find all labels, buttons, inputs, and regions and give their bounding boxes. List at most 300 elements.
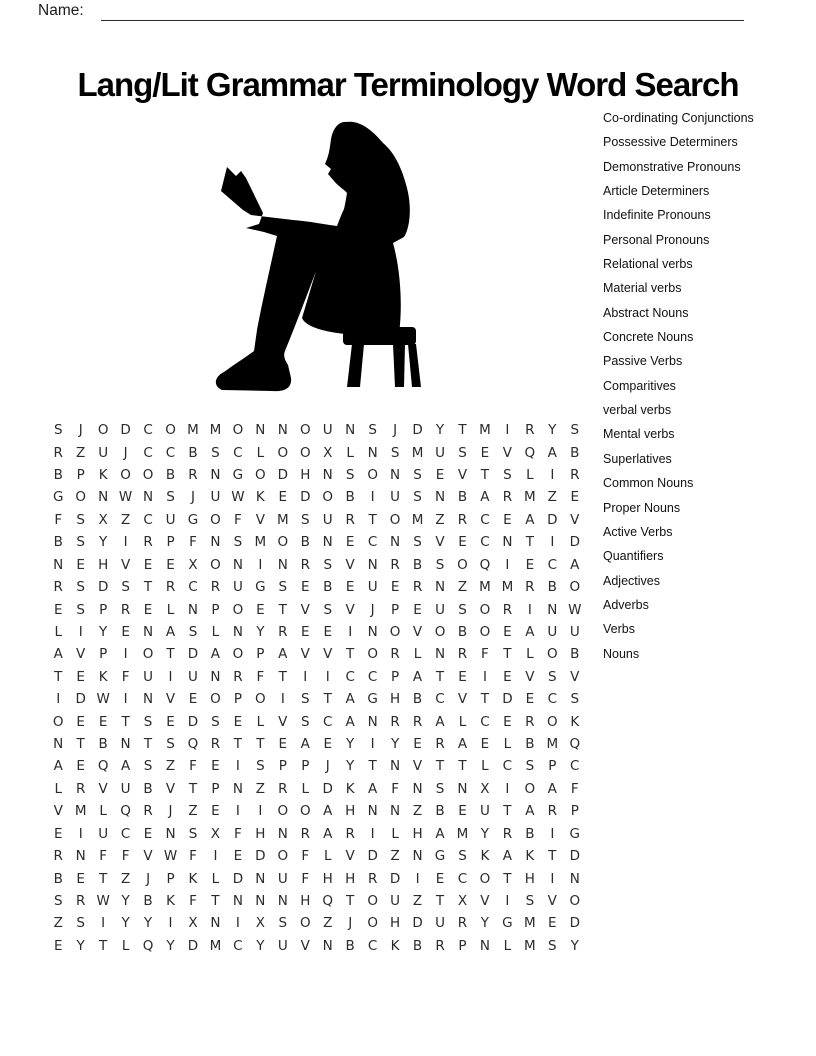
- grid-letter: B: [53, 467, 63, 484]
- grid-letter: R: [570, 467, 580, 484]
- grid-letter: M: [479, 422, 491, 439]
- grid-letter: B: [570, 646, 580, 663]
- grid-letter: E: [143, 601, 153, 618]
- grid-letter: V: [435, 534, 445, 551]
- grid-letter: G: [187, 511, 199, 528]
- grid-letter: T: [188, 780, 198, 797]
- grid-letter: S: [166, 489, 175, 506]
- grid-letter: N: [210, 467, 221, 484]
- word-list-item: Passive Verbs: [603, 354, 683, 369]
- grid-letter: R: [278, 623, 288, 640]
- grid-letter: B: [435, 803, 445, 820]
- grid-letter: N: [412, 780, 423, 797]
- grid-letter: S: [548, 668, 557, 685]
- grid-letter: O: [255, 467, 266, 484]
- grid-letter: S: [525, 758, 535, 775]
- grid-letter: J: [190, 489, 195, 506]
- grid-letter: O: [232, 646, 244, 663]
- grid-letter: T: [256, 736, 265, 753]
- grid-letter: E: [323, 736, 332, 753]
- grid-letter: Y: [346, 758, 355, 775]
- grid-letter: C: [480, 713, 490, 730]
- grid-letter: N: [165, 825, 176, 842]
- grid-letter: S: [323, 601, 333, 618]
- grid-letter: R: [233, 668, 243, 685]
- grid-letter: N: [434, 489, 446, 506]
- grid-letter: P: [211, 780, 220, 797]
- grid-letter: A: [457, 736, 468, 753]
- grid-letter: D: [300, 489, 311, 506]
- grid-letter: K: [98, 668, 108, 685]
- grid-letter: D: [569, 848, 580, 865]
- grid-letter: V: [502, 444, 513, 461]
- grid-letter: A: [435, 713, 445, 730]
- grid-letter: Q: [142, 937, 154, 954]
- grid-letter: U: [435, 444, 445, 461]
- grid-letter: S: [413, 534, 422, 551]
- grid-letter: S: [188, 825, 198, 842]
- grid-letter: S: [525, 892, 535, 909]
- grid-letter: F: [301, 870, 310, 887]
- grid-letter: F: [54, 511, 63, 528]
- grid-letter: T: [435, 892, 445, 909]
- grid-letter: M: [276, 511, 289, 528]
- grid-letter: A: [525, 803, 535, 820]
- grid-letter: R: [210, 736, 221, 753]
- grid-letter: H: [524, 870, 535, 887]
- grid-letter: C: [143, 422, 153, 439]
- grid-letter: Z: [165, 758, 176, 775]
- grid-letter: U: [143, 668, 153, 685]
- grid-letter: V: [457, 691, 468, 708]
- grid-letter: I: [505, 780, 510, 797]
- grid-letter: I: [527, 601, 532, 618]
- grid-letter: A: [525, 623, 535, 640]
- word-list-item: Adjectives: [603, 573, 660, 588]
- grid-letter: B: [547, 579, 557, 596]
- grid-letter: A: [210, 646, 221, 663]
- grid-letter: E: [413, 736, 422, 753]
- word-list-item: Possessive Determiners: [603, 135, 738, 150]
- grid-letter: H: [322, 870, 333, 887]
- grid-letter: I: [235, 915, 240, 932]
- grid-letter: A: [435, 825, 445, 842]
- grid-letter: Q: [97, 758, 109, 775]
- grid-letter: S: [570, 691, 580, 708]
- grid-letter: Q: [524, 444, 536, 461]
- grid-letter: G: [569, 825, 580, 842]
- grid-letter: D: [120, 422, 131, 439]
- grid-letter: Y: [435, 422, 445, 439]
- grid-letter: E: [503, 668, 512, 685]
- grid-letter: I: [123, 646, 128, 663]
- grid-letter: S: [256, 758, 265, 775]
- grid-letter: N: [322, 467, 333, 484]
- grid-letter: Z: [188, 803, 198, 820]
- grid-letter: Y: [256, 937, 265, 954]
- grid-letter: I: [550, 870, 555, 887]
- grid-letter: P: [278, 758, 287, 775]
- grid-letter: E: [301, 623, 310, 640]
- grid-letter: J: [78, 422, 83, 439]
- grid-letter: S: [458, 848, 467, 865]
- grid-letter: T: [458, 422, 467, 439]
- grid-letter: F: [234, 511, 242, 528]
- grid-letter: L: [458, 713, 467, 730]
- grid-letter: A: [502, 848, 513, 865]
- grid-letter: V: [300, 937, 310, 954]
- word-list-item: Quantifiers: [603, 549, 664, 564]
- grid-letter: B: [570, 444, 580, 461]
- grid-letter: J: [393, 422, 398, 439]
- grid-letter: A: [412, 668, 423, 685]
- grid-letter: I: [235, 803, 240, 820]
- grid-letter: Z: [547, 489, 557, 506]
- grid-letter: C: [120, 825, 131, 842]
- grid-letter: Z: [412, 803, 423, 820]
- grid-letter: D: [75, 691, 86, 708]
- grid-letter: R: [525, 422, 535, 439]
- grid-letter: O: [479, 601, 491, 618]
- grid-letter: L: [211, 623, 220, 640]
- grid-letter: Y: [256, 623, 265, 640]
- word-list-item: Adverbs: [603, 597, 649, 612]
- grid-letter: R: [53, 848, 63, 865]
- grid-letter: Y: [76, 937, 85, 954]
- grid-letter: K: [390, 937, 400, 954]
- grid-letter: I: [482, 668, 487, 685]
- grid-letter: E: [76, 758, 85, 775]
- grid-letter: A: [300, 736, 310, 753]
- grid-letter: Y: [548, 422, 557, 439]
- grid-letter: W: [568, 601, 582, 618]
- grid-letter: O: [299, 444, 311, 461]
- grid-letter: C: [345, 668, 355, 685]
- grid-letter: S: [570, 422, 580, 439]
- grid-letter: P: [458, 937, 467, 954]
- grid-letter: N: [502, 534, 513, 551]
- grid-letter: R: [278, 780, 288, 797]
- grid-letter: C: [143, 511, 153, 528]
- grid-letter: A: [53, 646, 63, 663]
- grid-letter: O: [210, 691, 221, 708]
- grid-letter: I: [56, 691, 61, 708]
- grid-letter: O: [546, 713, 558, 730]
- word-list-item: Proper Nouns: [603, 500, 681, 515]
- grid-letter: T: [143, 579, 153, 596]
- grid-letter: S: [278, 915, 288, 932]
- grid-letter: T: [99, 937, 108, 954]
- grid-letter: P: [391, 668, 400, 685]
- grid-letter: Q: [479, 556, 491, 573]
- grid-letter: E: [323, 623, 332, 640]
- grid-letter: V: [457, 467, 468, 484]
- grid-letter: U: [367, 579, 378, 596]
- grid-letter: V: [165, 780, 176, 797]
- grid-letter: U: [435, 601, 445, 618]
- grid-letter: N: [479, 937, 490, 954]
- grid-letter: H: [345, 803, 356, 820]
- grid-letter: P: [76, 467, 85, 484]
- grid-letter: T: [166, 646, 175, 663]
- grid-letter: D: [412, 422, 423, 439]
- grid-letter: U: [547, 623, 558, 640]
- grid-letter: S: [76, 511, 85, 528]
- grid-letter: V: [300, 646, 310, 663]
- grid-letter: S: [368, 422, 377, 439]
- grid-letter: L: [256, 713, 265, 730]
- grid-letter: T: [503, 646, 512, 663]
- grid-letter: T: [480, 467, 490, 484]
- grid-letter: E: [345, 579, 355, 596]
- woman-silhouette-shape: [216, 122, 410, 391]
- grid-letter: E: [503, 713, 512, 730]
- grid-letter: X: [188, 556, 198, 573]
- word-list-item: Mental verbs: [603, 427, 675, 442]
- grid-letter: U: [98, 825, 109, 842]
- grid-letter: Q: [120, 803, 131, 820]
- grid-letter: K: [166, 892, 175, 909]
- grid-letter: C: [188, 579, 198, 596]
- grid-letter: E: [413, 601, 422, 618]
- grid-letter: L: [481, 758, 489, 775]
- grid-letter: L: [256, 444, 265, 461]
- grid-letter: J: [168, 803, 173, 820]
- grid-letter: E: [53, 825, 63, 842]
- grid-letter: S: [76, 579, 85, 596]
- grid-letter: E: [458, 534, 467, 551]
- grid-letter: M: [411, 511, 424, 528]
- grid-letter: E: [435, 870, 445, 887]
- grid-letter: V: [570, 511, 580, 528]
- grid-letter: R: [457, 915, 468, 932]
- grid-letter: E: [53, 601, 63, 618]
- grid-letter: C: [143, 444, 153, 461]
- grid-letter: B: [143, 892, 153, 909]
- word-list-item: Verbs: [603, 622, 635, 637]
- grid-letter: M: [479, 579, 491, 596]
- grid-letter: N: [434, 579, 446, 596]
- grid-letter: W: [96, 691, 110, 708]
- grid-letter: G: [434, 848, 446, 865]
- grid-letter: A: [345, 691, 355, 708]
- grid-letter: B: [300, 534, 310, 551]
- grid-letter: U: [98, 444, 109, 461]
- grid-letter: Z: [390, 848, 400, 865]
- grid-letter: N: [187, 601, 199, 618]
- grid-letter: U: [165, 511, 176, 528]
- grid-letter: I: [550, 825, 555, 842]
- grid-letter: N: [547, 601, 558, 618]
- grid-letter: E: [278, 489, 288, 506]
- grid-letter: F: [121, 848, 130, 865]
- grid-letter: R: [53, 444, 63, 461]
- grid-letter: O: [434, 623, 446, 640]
- grid-letter: O: [277, 444, 289, 461]
- grid-letter: D: [569, 534, 580, 551]
- grid-letter: I: [370, 489, 375, 506]
- grid-letter: N: [434, 646, 446, 663]
- grid-letter: B: [525, 736, 535, 753]
- grid-letter: Z: [323, 915, 333, 932]
- grid-letter: C: [547, 556, 558, 573]
- grid-letter: R: [367, 870, 378, 887]
- grid-letter: R: [547, 803, 557, 820]
- grid-letter: E: [211, 758, 220, 775]
- grid-letter: T: [368, 758, 377, 775]
- grid-letter: W: [231, 489, 245, 506]
- grid-letter: N: [390, 467, 401, 484]
- grid-letter: U: [322, 511, 333, 528]
- grid-letter: R: [525, 713, 535, 730]
- grid-letter: A: [165, 623, 176, 640]
- grid-letter: G: [255, 579, 266, 596]
- grid-letter: I: [123, 534, 128, 551]
- grid-letter: N: [367, 803, 378, 820]
- word-list-item: Co-ordinating Conjunctions: [603, 111, 754, 125]
- grid-letter: E: [256, 601, 265, 618]
- grid-letter: M: [524, 937, 536, 954]
- grid-letter: P: [256, 646, 265, 663]
- grid-letter: O: [479, 870, 491, 887]
- grid-letter: L: [166, 601, 175, 618]
- grid-letter: O: [75, 489, 86, 506]
- grid-letter: S: [143, 713, 153, 730]
- grid-letter: R: [165, 579, 176, 596]
- grid-letter: V: [143, 848, 153, 865]
- grid-letter: L: [54, 623, 62, 640]
- grid-letter: R: [457, 646, 468, 663]
- grid-letter: T: [233, 736, 243, 753]
- grid-letter: B: [345, 489, 355, 506]
- grid-letter: D: [187, 937, 199, 954]
- grid-letter: F: [234, 825, 242, 842]
- word-list-item: Concrete Nouns: [603, 330, 694, 345]
- grid-letter: N: [367, 444, 378, 461]
- grid-letter: S: [323, 556, 333, 573]
- grid-letter: P: [301, 758, 310, 775]
- grid-letter: X: [480, 780, 490, 797]
- grid-letter: E: [480, 736, 490, 753]
- grid-letter: N: [232, 780, 243, 797]
- grid-letter: H: [300, 467, 311, 484]
- grid-letter: O: [569, 892, 581, 909]
- grid-letter: R: [412, 713, 423, 730]
- grid-letter: N: [143, 691, 154, 708]
- grid-letter: R: [143, 534, 153, 551]
- grid-letter: V: [412, 758, 423, 775]
- grid-letter: C: [233, 937, 243, 954]
- grid-letter: A: [345, 713, 355, 730]
- grid-letter: G: [232, 467, 244, 484]
- grid-letter: V: [323, 646, 333, 663]
- grid-letter: T: [99, 870, 108, 887]
- grid-letter: B: [525, 825, 535, 842]
- grid-letter: N: [345, 422, 356, 439]
- grid-letter: F: [189, 892, 197, 909]
- grid-letter: A: [120, 758, 131, 775]
- grid-letter: O: [457, 556, 468, 573]
- grid-letter: Z: [53, 915, 63, 932]
- grid-letter: L: [301, 780, 310, 797]
- grid-letter: I: [101, 915, 106, 932]
- grid-letter: M: [501, 579, 514, 596]
- grid-letter: N: [390, 758, 401, 775]
- grid-letter: L: [54, 780, 62, 797]
- grid-letter: O: [232, 422, 244, 439]
- grid-letter: C: [435, 691, 445, 708]
- name-fill-in-line: [101, 20, 744, 21]
- grid-letter: R: [412, 579, 423, 596]
- grid-letter: H: [345, 870, 356, 887]
- woman-reading-silhouette-illustration: [185, 100, 445, 395]
- grid-letter: O: [299, 803, 311, 820]
- grid-letter: N: [53, 736, 64, 753]
- grid-letter: R: [390, 556, 400, 573]
- grid-letter: F: [189, 534, 197, 551]
- grid-letter: O: [232, 601, 244, 618]
- grid-letter: C: [367, 534, 378, 551]
- grid-letter: O: [546, 646, 558, 663]
- grid-letter: E: [53, 937, 63, 954]
- grid-letter: L: [503, 736, 512, 753]
- grid-letter: E: [480, 444, 490, 461]
- grid-letter: C: [480, 511, 490, 528]
- grid-letter: B: [412, 691, 423, 708]
- grid-letter: H: [300, 892, 311, 909]
- word-list-item: Material verbs: [603, 281, 682, 296]
- grid-letter: D: [187, 646, 199, 663]
- grid-letter: P: [233, 691, 242, 708]
- grid-letter: O: [142, 467, 154, 484]
- grid-letter: S: [76, 601, 85, 618]
- grid-letter: S: [413, 467, 422, 484]
- grid-letter: W: [118, 489, 133, 506]
- grid-letter: D: [502, 691, 513, 708]
- grid-letter: V: [120, 556, 131, 573]
- grid-letter: O: [277, 803, 289, 820]
- grid-letter: U: [390, 489, 401, 506]
- grid-letter: P: [99, 646, 108, 663]
- grid-letter: E: [143, 556, 153, 573]
- grid-letter: I: [370, 825, 375, 842]
- grid-letter: M: [524, 489, 536, 506]
- grid-letter: O: [322, 489, 334, 506]
- grid-letter: E: [458, 668, 467, 685]
- grid-letter: X: [210, 825, 221, 842]
- grid-letter: O: [210, 511, 221, 528]
- grid-letter: N: [143, 489, 154, 506]
- grid-letter: R: [120, 601, 131, 618]
- grid-letter: S: [143, 758, 153, 775]
- name-label: Name:: [38, 2, 84, 19]
- grid-letter: N: [367, 556, 378, 573]
- grid-letter: I: [505, 892, 510, 909]
- grid-letter: E: [98, 713, 108, 730]
- grid-letter: S: [300, 713, 310, 730]
- grid-letter: S: [435, 780, 445, 797]
- grid-letter: H: [390, 691, 401, 708]
- grid-letter: B: [143, 780, 153, 797]
- grid-letter: D: [255, 848, 266, 865]
- grid-letter: E: [143, 825, 153, 842]
- word-list-item: Article Determiners: [603, 184, 710, 199]
- grid-letter: S: [435, 556, 445, 573]
- grid-letter: E: [345, 534, 355, 551]
- grid-letter: M: [209, 937, 222, 954]
- grid-letter: R: [345, 511, 355, 528]
- grid-letter: V: [345, 601, 355, 618]
